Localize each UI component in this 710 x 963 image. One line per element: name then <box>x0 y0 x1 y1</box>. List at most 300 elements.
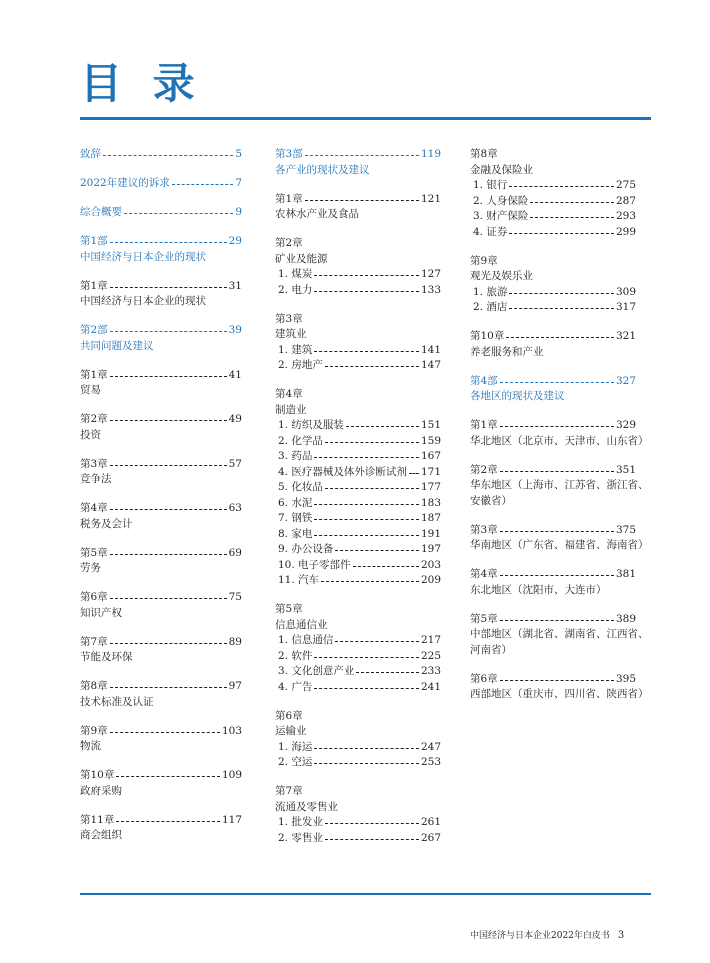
toc-entry <box>80 813 242 844</box>
dot-leader <box>314 504 419 505</box>
dot-leader <box>509 186 614 187</box>
toc-subitem[interactable] <box>275 815 441 831</box>
toc-entry-heading-page: 39 <box>228 324 242 336</box>
toc-subitem[interactable] <box>275 680 441 696</box>
toc-entry-heading-page: 41 <box>228 368 242 381</box>
toc-entry <box>80 768 242 799</box>
toc-entry-heading-label: 第2部 <box>80 324 108 336</box>
dot-leader <box>325 823 419 824</box>
toc-entry-heading-page: 63 <box>228 502 242 514</box>
dot-leader <box>314 275 419 276</box>
toc-subitem[interactable] <box>275 343 441 359</box>
toc-entry-heading-page: 121 <box>420 192 441 205</box>
toc-subitem[interactable] <box>275 434 441 450</box>
dot-leader <box>110 242 227 243</box>
toc-entry-heading[interactable] <box>470 523 636 539</box>
toc-entry-heading-label: 第10章 <box>470 330 505 342</box>
toc-subitem-label: 1. 批发业 <box>278 816 323 828</box>
toc-subitem[interactable] <box>275 649 441 665</box>
toc-entry-heading-label: 第10章 <box>80 769 115 781</box>
toc-entry-heading[interactable] <box>80 813 242 829</box>
toc-entry-heading-page: 327 <box>615 374 636 387</box>
toc-subitem-label: 2. 电力 <box>278 283 313 296</box>
toc-entry-title: 共同问题及建议 <box>80 339 154 352</box>
toc-subitem-page: 177 <box>420 481 441 493</box>
toc-entry-heading-label: 第7章 <box>80 635 108 648</box>
toc-entry-title: 贸易 <box>80 384 101 396</box>
dot-leader <box>500 575 614 576</box>
toc-entry-heading-label: 第6章 <box>470 672 498 685</box>
toc-entry-title: 节能及环保 <box>80 651 133 663</box>
toc-entry-heading[interactable] <box>80 205 242 221</box>
dot-leader <box>509 293 614 294</box>
toc-subitem-label: 9. 办公设备 <box>278 543 334 555</box>
toc-entry-title: 技术标准及认证 <box>80 695 154 708</box>
dot-leader <box>314 748 419 749</box>
toc-subitem[interactable] <box>275 558 441 574</box>
toc-entry-title: 商会组织 <box>80 829 122 841</box>
toc-column-3 <box>470 147 649 716</box>
dot-leader <box>110 687 227 688</box>
toc-subitem-label: 5. 化妆品 <box>278 481 323 493</box>
toc-entry-title: 中部地区（湖北省、湖南省、江西省、 <box>470 628 649 640</box>
toc-entry-heading-label: 第5章 <box>80 546 108 559</box>
toc-subitem[interactable] <box>275 511 441 527</box>
toc-entry-heading-page: 9 <box>235 206 242 218</box>
dot-leader <box>172 184 234 185</box>
toc-subitem-page: 287 <box>615 194 636 207</box>
toc-subitem[interactable] <box>275 496 441 512</box>
dot-leader <box>500 680 614 681</box>
toc-entry-heading-page: 7 <box>235 177 242 189</box>
toc-subitem[interactable] <box>470 300 636 316</box>
toc-entry-heading-page: 321 <box>615 330 636 342</box>
toc-entry-heading[interactable] <box>80 147 242 163</box>
dot-leader <box>500 426 614 427</box>
toc-entry <box>80 279 242 310</box>
toc-subitem-page: 247 <box>420 740 441 753</box>
toc-entry-heading-page: 351 <box>615 463 636 476</box>
dot-leader <box>124 213 233 214</box>
toc-entry-title: 投资 <box>80 428 101 441</box>
toc-entry-heading[interactable] <box>470 672 636 688</box>
toc-chapter-number: 第5章 <box>275 603 303 615</box>
toc-subitem[interactable] <box>275 542 441 558</box>
toc-entry <box>470 567 636 598</box>
dot-leader <box>509 308 614 309</box>
toc-entry <box>80 635 242 666</box>
toc-entry <box>80 679 242 710</box>
dot-leader <box>314 457 419 458</box>
toc-column-1 <box>80 147 242 857</box>
toc-subitem-page: 299 <box>615 225 636 238</box>
toc-entry-title: 建筑业 <box>275 328 307 340</box>
dot-leader <box>506 337 614 338</box>
toc-chapter-number: 第3章 <box>275 312 303 325</box>
toc-entry-heading-page: 119 <box>420 148 441 160</box>
toc-entry-heading[interactable] <box>275 192 441 208</box>
toc-entry-title: 流通及零售业 <box>275 800 338 813</box>
toc-entry-heading-label: 第2章 <box>470 463 498 476</box>
toc-entry-title: 华北地区（北京市、天津市、山东省） <box>470 434 649 447</box>
toc-entry-title: 农林水产业及食品 <box>275 208 359 220</box>
dot-leader <box>314 351 419 352</box>
toc-entry <box>80 457 242 488</box>
toc-subitem[interactable] <box>275 449 441 465</box>
toc-entry-title: 观光及娱乐业 <box>470 270 533 282</box>
dot-leader <box>325 442 419 443</box>
dot-leader <box>325 366 419 367</box>
toc-subitem-label: 2. 空运 <box>278 756 313 768</box>
toc-entry-heading[interactable] <box>80 234 242 250</box>
dot-leader <box>325 488 419 489</box>
toc-subitem-label: 4. 医疗器械及体外诊断试剂 <box>278 465 407 478</box>
toc-subitem-page: 275 <box>615 179 636 191</box>
toc-entry <box>275 709 441 771</box>
toc-subitem-label: 1. 信息通信 <box>278 634 334 646</box>
toc-entry <box>80 323 242 354</box>
toc-subitem-label: 7. 钢铁 <box>278 512 313 524</box>
toc-entry <box>275 784 441 846</box>
toc-subitem-label: 1. 煤炭 <box>278 268 313 280</box>
toc-subitem[interactable] <box>470 194 636 210</box>
toc-chapter-number: 第8章 <box>470 148 498 160</box>
dot-leader <box>314 519 419 520</box>
dot-leader <box>110 643 227 644</box>
page-number: 3 <box>617 930 625 941</box>
toc-entry-heading-page: 75 <box>228 591 242 603</box>
dot-leader <box>110 376 227 377</box>
toc-subitem-label: 8. 家电 <box>278 527 313 540</box>
toc-subitem-page: 159 <box>420 434 441 447</box>
toc-entry-title: 西部地区（重庆市、四川省、陕西省） <box>470 688 649 700</box>
toc-entry-title-cont: 安徽省） <box>470 494 512 507</box>
dot-leader <box>110 598 227 599</box>
toc-entry-heading[interactable] <box>80 323 242 339</box>
toc-subitem[interactable] <box>275 465 441 481</box>
toc-subitem-page: 253 <box>420 756 441 768</box>
toc-subitem-page: 267 <box>420 831 441 844</box>
toc-entry-title: 东北地区（沈阳市、大连市） <box>470 583 607 596</box>
toc-entry-title: 税务及会计 <box>80 517 133 530</box>
toc-subitem-label: 6. 水泥 <box>278 496 313 509</box>
toc-entry-heading-label: 第3部 <box>275 148 303 160</box>
dot-leader <box>346 426 419 427</box>
dot-leader <box>530 202 614 203</box>
dot-leader <box>305 200 419 201</box>
toc-entry <box>470 147 636 240</box>
toc-entry-heading-label: 第1章 <box>80 279 108 292</box>
dot-leader <box>314 657 419 658</box>
toc-entry-title: 金融及保险业 <box>470 163 533 176</box>
toc-chapter-number: 第6章 <box>275 709 303 722</box>
toc-entry <box>80 368 242 399</box>
toc-subitem-page: 209 <box>420 574 441 586</box>
toc-entry-heading-page: 29 <box>228 235 242 247</box>
dot-leader <box>110 420 227 421</box>
toc-subitem[interactable] <box>470 225 636 241</box>
toc-entry-heading[interactable] <box>470 418 636 434</box>
toc-entry-heading-page: 5 <box>235 148 242 160</box>
dot-leader <box>110 732 220 733</box>
dot-leader <box>500 382 614 383</box>
toc-entry-heading-label: 第2章 <box>80 413 108 425</box>
toc-chapter-number: 第2章 <box>275 237 303 249</box>
toc-entry-heading-page: 395 <box>615 672 636 685</box>
toc-subitem[interactable] <box>275 283 441 299</box>
toc-entry <box>470 612 649 659</box>
toc-subitem[interactable] <box>470 178 636 194</box>
toc-entry-title: 中国经济与日本企业的现状 <box>80 295 206 307</box>
toc-entry-heading-page: 375 <box>615 523 636 536</box>
toc-subitem-label: 2. 人身保险 <box>473 194 529 207</box>
toc-subitem-page: 167 <box>420 450 441 462</box>
dot-leader <box>530 217 614 218</box>
toc-entry <box>80 205 242 221</box>
footer-title: 中国经济与日本企业2022年白皮书 <box>470 931 610 941</box>
toc-entry-title: 竞争法 <box>80 473 112 485</box>
toc-entry-heading-label: 第4章 <box>470 568 498 580</box>
toc-entry-heading-label: 第5章 <box>470 612 498 625</box>
toc-subitem-page: 197 <box>420 543 441 555</box>
toc-subitem-label: 2. 酒店 <box>473 301 508 313</box>
toc-subitem-page: 217 <box>420 634 441 646</box>
toc-subitem-page: 187 <box>420 512 441 524</box>
toc-subitem-label: 2. 化学品 <box>278 434 323 447</box>
toc-entry-heading-label: 第9章 <box>80 724 108 737</box>
toc-entry-title: 华东地区（上海市、江苏省、浙江省、 <box>470 479 649 491</box>
toc-entry-heading-label: 第4部 <box>470 374 498 387</box>
toc-entry <box>80 546 242 577</box>
toc-entry-heading[interactable] <box>80 457 242 473</box>
toc-entry-title: 劳务 <box>80 562 101 574</box>
toc-entry-heading[interactable] <box>470 374 636 390</box>
footer-rule <box>80 893 651 895</box>
toc-entry-heading-label: 第3章 <box>470 523 498 536</box>
dot-leader <box>110 509 227 510</box>
toc-subitem-page: 147 <box>420 359 441 371</box>
toc-entry-heading-page: 89 <box>228 635 242 648</box>
toc-subitem-label: 1. 旅游 <box>473 285 508 298</box>
toc-subitem-page: 141 <box>420 343 441 356</box>
toc-subitem[interactable] <box>275 755 441 771</box>
toc-subitem[interactable] <box>275 480 441 496</box>
toc-entry-heading[interactable] <box>80 635 242 651</box>
dot-leader <box>103 155 233 156</box>
title-rule <box>80 117 651 120</box>
toc-subitem-label: 1. 建筑 <box>278 343 313 356</box>
toc-subitem[interactable] <box>275 267 441 283</box>
dot-leader <box>314 535 419 536</box>
toc-subitem-label: 3. 文化创意产业 <box>278 665 355 677</box>
toc-subitem-page: 151 <box>420 419 441 431</box>
toc-entry-heading-label: 第1章 <box>470 419 498 431</box>
dot-leader <box>314 688 419 689</box>
toc-entry <box>80 176 242 192</box>
toc-entry-heading-page: 103 <box>221 724 242 737</box>
toc-subitem-page: 293 <box>615 210 636 222</box>
toc-entry-heading[interactable] <box>80 724 242 740</box>
toc-entry-heading-page: 329 <box>615 419 636 431</box>
dot-leader <box>509 233 614 234</box>
dot-leader <box>409 473 419 474</box>
toc-entry-title-cont: 河南省） <box>470 643 512 656</box>
dot-leader <box>335 641 419 642</box>
toc-subitem-page: 261 <box>420 816 441 828</box>
toc-subitem-label: 1. 银行 <box>473 179 508 191</box>
toc-entry-heading-page: 69 <box>228 546 242 559</box>
toc-entry-heading[interactable] <box>275 147 441 163</box>
page-title: 目 录 <box>80 59 203 108</box>
toc-subitem[interactable] <box>470 285 636 301</box>
toc-entry-title: 运输业 <box>275 725 307 737</box>
toc-entry <box>470 418 649 449</box>
toc-entry-heading[interactable] <box>80 501 242 517</box>
toc-entry-heading-label: 第11章 <box>80 813 115 826</box>
toc-entry-heading-label: 第1部 <box>80 235 108 247</box>
toc-entry <box>275 192 441 223</box>
toc-entry-heading[interactable] <box>470 567 636 583</box>
toc-column-2 <box>275 147 441 860</box>
toc-entry-heading-page: 389 <box>615 612 636 625</box>
toc-subitem-label: 4. 广告 <box>278 680 313 693</box>
toc-entry-heading[interactable] <box>80 176 242 192</box>
dot-leader <box>305 155 419 156</box>
toc-entry <box>275 147 441 178</box>
toc-entry-heading-page: 109 <box>221 769 242 781</box>
toc-entry-title: 知识产权 <box>80 606 122 619</box>
toc-entry-heading-label: 第6章 <box>80 591 108 603</box>
toc-subitem-label: 11. 汽车 <box>278 574 320 586</box>
toc-entry-heading-label: 第1章 <box>80 368 108 381</box>
dot-leader <box>500 471 614 472</box>
toc-subitem-page: 183 <box>420 496 441 509</box>
dot-leader <box>321 581 419 582</box>
toc-subitem[interactable] <box>275 527 441 543</box>
toc-subitem[interactable] <box>275 573 441 589</box>
toc-entry <box>470 374 636 405</box>
dot-leader <box>314 291 419 292</box>
toc-entry-heading-label: 第3章 <box>80 457 108 470</box>
toc-subitem-page: 191 <box>420 527 441 540</box>
toc-entry <box>470 329 636 360</box>
dot-leader <box>116 776 220 777</box>
toc-entry <box>80 590 242 621</box>
toc-entry-heading[interactable] <box>80 368 242 384</box>
toc-entry-heading[interactable] <box>470 463 636 479</box>
toc-entry <box>275 387 441 589</box>
toc-subitem[interactable] <box>275 664 441 680</box>
toc-entry-title: 信息通信业 <box>275 618 328 631</box>
toc-entry <box>275 602 441 695</box>
toc-entry <box>470 672 649 703</box>
toc-subitem-label: 1. 海运 <box>278 740 313 753</box>
toc-subitem-label: 1. 纺织及服装 <box>278 419 344 431</box>
toc-chapter-number: 第7章 <box>275 785 303 797</box>
dot-leader <box>110 465 227 466</box>
toc-entry-heading-label: 第4章 <box>80 502 108 514</box>
toc-subitem[interactable] <box>275 831 441 847</box>
toc-entry-title: 政府采购 <box>80 784 122 797</box>
toc-subitem[interactable] <box>275 418 441 434</box>
toc-subitem[interactable] <box>470 209 636 225</box>
toc-entry-heading-page: 117 <box>221 813 242 826</box>
toc-entry <box>80 234 242 265</box>
toc-subitem-page: 171 <box>420 465 441 478</box>
toc-entry-title: 物流 <box>80 740 101 752</box>
toc-entry-heading[interactable] <box>80 546 242 562</box>
toc-entry-heading[interactable] <box>80 279 242 295</box>
toc-entry-heading-page: 381 <box>615 568 636 580</box>
toc-entry <box>80 724 242 755</box>
toc-entry-heading-page: 57 <box>228 457 242 470</box>
dot-leader <box>110 554 227 555</box>
dot-leader <box>356 672 419 673</box>
dot-leader <box>314 763 419 764</box>
toc-entry-heading[interactable] <box>80 412 242 428</box>
toc-subitem[interactable] <box>275 358 441 374</box>
toc-entry-heading[interactable] <box>80 768 242 784</box>
toc-subitem-page: 203 <box>420 558 441 571</box>
toc-entry-heading-page: 49 <box>228 413 242 425</box>
toc-subitem-label: 2. 零售业 <box>278 831 323 844</box>
toc-subitem-label: 10. 电子零部件 <box>278 558 351 571</box>
toc-entry <box>80 412 242 443</box>
toc-entry-heading-page: 31 <box>228 279 242 292</box>
toc-entry-title: 矿业及能源 <box>275 252 328 265</box>
toc-entry-title: 养老服务和产业 <box>470 345 544 358</box>
toc-entry-heading[interactable] <box>470 329 636 345</box>
toc-subitem-label: 3. 财产保险 <box>473 210 529 222</box>
toc-entry-title: 中国经济与日本企业的现状 <box>80 250 206 263</box>
toc-entry-heading-label: 第1章 <box>275 192 303 205</box>
toc-entry-title: 华南地区（广东省、福建省、海南省） <box>470 539 649 551</box>
toc-entry <box>275 236 441 298</box>
toc-entry-title: 各地区的现状及建议 <box>470 390 565 402</box>
dot-leader <box>116 821 220 822</box>
toc-entry-heading[interactable] <box>80 679 242 695</box>
toc-entry-heading[interactable] <box>470 612 636 628</box>
toc-entry <box>80 147 242 163</box>
toc-entry <box>80 501 242 532</box>
toc-entry-heading-label: 综合概要 <box>80 206 122 218</box>
dot-leader <box>110 287 227 288</box>
toc-subitem-label: 3. 药品 <box>278 450 313 462</box>
toc-chapter-number: 第9章 <box>470 254 498 267</box>
toc-entry <box>275 312 441 374</box>
toc-subitem-label: 4. 证券 <box>473 225 508 238</box>
toc-entry <box>470 463 649 510</box>
toc-subitem-page: 233 <box>420 665 441 677</box>
toc-subitem-label: 2. 房地产 <box>278 359 323 371</box>
dot-leader <box>335 550 419 551</box>
toc-entry-heading[interactable] <box>80 590 242 606</box>
toc-subitem-page: 225 <box>420 649 441 662</box>
page-footer <box>470 928 670 941</box>
toc-entry <box>470 254 636 316</box>
toc-chapter-number: 第4章 <box>275 388 303 400</box>
toc-subitem-page: 309 <box>615 285 636 298</box>
toc-entry-title: 制造业 <box>275 403 307 416</box>
dot-leader <box>110 331 227 332</box>
toc-subitem[interactable] <box>275 740 441 756</box>
dot-leader <box>353 566 419 567</box>
toc-entry-heading-label: 致辞 <box>80 148 101 160</box>
toc-entry <box>470 523 649 554</box>
toc-subitem-page: 127 <box>420 268 441 280</box>
toc-subitem[interactable] <box>275 633 441 649</box>
dot-leader <box>325 839 419 840</box>
